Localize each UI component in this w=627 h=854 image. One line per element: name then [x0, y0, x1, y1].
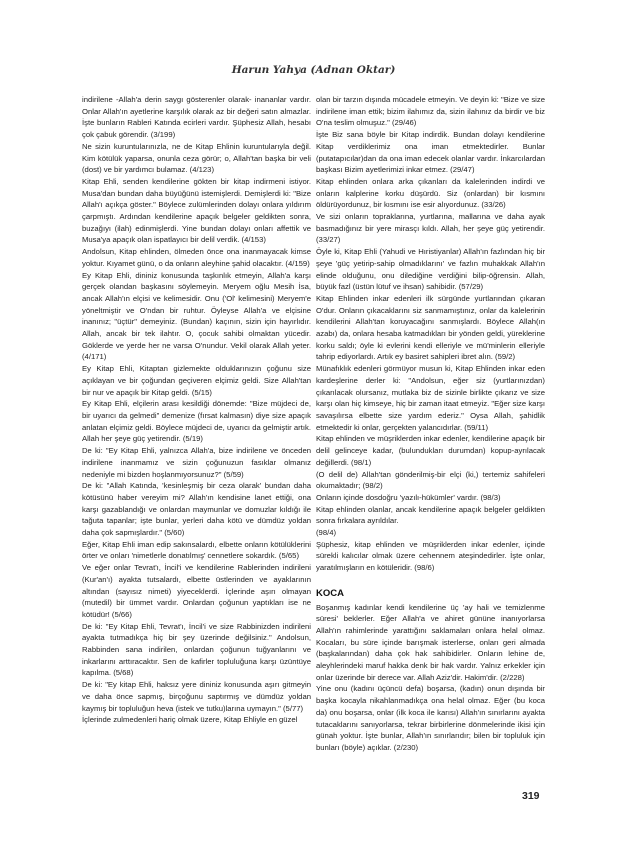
paragraph: Ey Kitap Ehli, dininiz konusunda taşkınlık etmeyin, Allah'a karşı gerçek olandan başkasını söylemeyin. Meryem oğlu Mesih İsa, ancak Allah'ın elçisi ve kelimesidir. Onu ('Ol' kelimesini) Meryem'e yöneltmiştir ve O'ndan bir ruhtur. Öyleyse Allah'a ve elçisine inanınız; "üçtür" demeyiniz. (Bundan) kaçının, sizin için hayırlıdır. Allah, ancak bir tek ilahtır. O, çocuk sahibi olmaktan yücedir. Göklerde ve yerde her ne varsa O'nundur. Vekil olarak Allah yeter. (4/171) [82, 270, 311, 362]
paragraph: İçlerinde zulmedenleri hariç olmak üzere, Kitap Ehliyle en güzel [82, 715, 298, 725]
paragraph: Kitap ehlinden olanlar, ancak kendilerine apaçık belgeler geldikten sonra fırkalara ayrıldılar. [316, 504, 545, 526]
paragraph: Yine onu (kadını üçüncü defa) boşarsa, (kadın) onun dışında bir başka kocayla nikahlanmadıkça ona helal olmaz. Eğer (bu koca da) onu boşarsa, onlar (ilk koca ile karısı) Allah'ın sınırlarını ayakta tutacaklarını sanıyorlarsa, tekrar birbirlerine dönmelerinde ikisi için günah yoktur. İşte bunlar, Allah'ın sınırlarıdır; bilen bir topluluk için bunları (böyle) açıklar. (2/230) [316, 684, 545, 752]
paragraph: Kitap ehlinden onlara arka çıkanları da kalelerinden indirdi ve onların kalplerine korku düşürdü. Siz (onlardan) bir kısmını öldürüyordunuz, bir kısmını ise esir alıyordunuz. (33/26) [316, 176, 545, 210]
paragraph: Andolsun, Kitap ehlinden, ölmeden önce ona inanmayacak kimse yoktur. Kıyamet günü, o da onların aleyhine şahid olacaktır. (4/159) [82, 247, 311, 268]
left-column [82, 94, 311, 726]
paragraph: Münafıklık edenleri görmüyor musun ki, Kitap Ehlinden inkar eden kardeşlerine derler ki: "Andolsun, eğer siz (yurtlarınızdan) çıkarılacak olursanız, mutlaka biz de sizinle birlikte çıkarız ve size karşı olan hiç kimseye, hiç bir zaman itaat etmeyiz. "Eğer size karşı savaşılırsa elbette size yardım ederiz." Oysa Allah, şahidlik etmektedir ki onlar, gerçekten yalancıdırlar. (59/11) [316, 364, 545, 432]
paragraph: Ve eğer onlar Tevrat'ı, İncil'i ve kendilerine Rablerinden indirileni (Kur'an'ı) ayakta tutsalardı, elbette üstlerinden ve ayaklarının altından (sayısız nimeti) yiyeceklerdi. İçlerinde aşırı olmayan (mutedil) bir ümmet vardır. Onlardan çoğunun yaptıkları ise ne kötüdür! (5/66) [82, 563, 311, 619]
paragraph: Ey Kitap Ehli, Kitaptan gizlemekte olduklarınızın çoğunu size açıklayan ve bir çoğundan geçiveren elçimiz geldi. Size Allah'tan bir nur ve apaçık bir Kitap geldi. (5/15) [82, 364, 311, 397]
paragraph: Kitap Ehli, senden kendilerine gökten bir kitap indirmeni istiyor. Musa'dan bundan daha büyüğünü istemişlerdi. Demişlerdi ki: "Bize Allah'ı açıkça göster." Böylece zulümlerinden dolayı onlara yıldırım çarpmıştı. Ardından kendilerine apaçık belgeler geldikten sonra, buzağıyı (ilah) edinmişlerdi. Yine bundan dolayı onları affettik ve Musa'ya apaçık olan ispatlayıcı bir delil verdik. (4/153) [82, 176, 311, 245]
paragraph: Ne sizin kuruntularınızla, ne de Kitap Ehlinin kuruntularıyla değil. Kim kötülük yaparsa, onunla ceza görür; o, Allah'tan başka bir veli (dost) ve bir yardımcı bulamaz. (4/123) [82, 141, 311, 175]
paragraph: Kitap Ehlinden inkar edenleri ilk sürgünde yurtlarından çıkaran O'dur. Onların çıkacaklarını siz sanmamıştınız, onlar da kalelerinin kendilerini Allah'tan koruyacağını sanmışlardı. Böylece Allah(ın azabı) da, onlara hesaba katmadıkları bir yönden geldi, yüreklerine korku saldı; öyle ki evlerini kendi elleriyle ve mü'minlerin elleriyle tahrip ediyorlardı. Artık ey basiret sahipleri ibret alın. (59/2) [316, 293, 545, 362]
paragraph: De ki: "Ey Kitap Ehli, yalnızca Allah'a, bize indirilene ve önceden indirilene inanmamız ve sizin çoğunuzun fasıklar olmanız nedeniyle mi bizden hoşlanmıyorsunuz?" (5/59) [82, 446, 311, 479]
paragraph: Kitap ehlinden ve müşriklerden inkar edenler, kendilerine apaçık bir delil gelinceye kadar, (bulundukları durumdan) kopup-ayrılacak değillerdi. (98/1) [316, 434, 545, 467]
right-column [316, 94, 545, 754]
paragraph: Boşanmış kadınlar kendi kendilerine üç 'ay hali ve temizlenme süresi' beklerler. Eğer Allah'a ve ahiret gününe inanıyorlarsa Allah'ın rahimlerinde yarattığını saklamaları onlara helal olmaz. Kocaları, bu süre içinde barışmak isterlerse, onları geri almada (başkalarından) daha çok hak sahibidirler. Onların lehine de, aleyhlerindeki maruf hakka denk bir hak vardır. Yalnız erkekler için onlar üzerinde bir derece var. Allah Aziz'dir. Hakim'dir. (2/228) [316, 602, 545, 682]
paragraph: Şüphesiz, kitap ehlinden ve müşriklerden inkar edenler, içinde sürekli kalıcılar olmak üzere cehennem ateşindedirler. İşte onlar, yaratılmışların en kötüleridir. (98/6) [316, 539, 545, 573]
paragraph: Eğer, Kitap Ehli iman edip sakınsalardı, elbette onların kötülüklerini örter ve onları 'nimetlerle donatılmış' cennetlere sokardık. (5/65) [82, 539, 311, 561]
running-header: Harun Yahya (Adnan Oktar) [231, 64, 396, 76]
paragraph: olan bir tarzın dışında mücadele etmeyin. Ve deyin ki: "Bize ve size indirilene iman ettik; bizim ilahımız da, sizin ilahınız da birdir ve biz O'na teslim olmuşuz." (29/46) [316, 95, 545, 128]
paragraph: De ki: "Allah Katında, 'kesinleşmiş bir ceza olarak' bundan daha kötüsünü haber vereyim mi? Allah'ın kendisine lanet ettiği, ona karşı gazablandığı ve onlardan maymunlar ve domuzlar kıldığı ile tağuta tapanlar; işte bunlar, yerleri daha kötü ve dümdüz yoldan daha çok sapmışlardır." (5/60) [82, 481, 311, 538]
paragraph: De ki: "Ey kitap Ehli, haksız yere dininiz konusunda aşırı gitmeyin ve daha önce sapmış, birçoğunu saptırmış ve dümdüz yoldan kaymış bir topluluğun heva (istek ve tutku)larına uymayın." (5/77) [82, 680, 311, 713]
section-heading-koca: KOCA [316, 587, 344, 599]
paragraph: De ki: "Ey Kitap Ehli, Tevrat'ı, İncil'i ve size Rabbinizden indirileni ayakta tutmadıkça hiç bir şey üzerinde değilsiniz." Andolsun, Rabbinden sana indirilen, onlardan çoğunun tuğyanlarını ve inkarlarını arttıracaktır. Sen de kafirler topluluğuna karşı üzüntüye kapılma. (5/68) [82, 621, 311, 678]
paragraph: İşte Biz sana böyle bir Kitap indirdik. Bundan dolayı kendilerine Kitap verdiklerimiz ona iman etmektedirler. Bunlar (putatapıcılar)dan da ona iman edecek olanlar vardır. İnkarcılardan başkası Bizim ayetlerimizi inkar etmez. (29/47) [316, 130, 545, 175]
paragraph: Ve sizi onların topraklarına, yurtlarına, mallarına ve daha ayak basmadığınız bir yere mirasçı kıldı. Allah, her şeye güç yetirendir. (33/27) [316, 212, 545, 245]
paragraph: (O delil de) Allah'tan gönderilmiş-bir elçi (ki,) tertemiz sahifeleri okumaktadır; (98/2) [316, 469, 545, 491]
paragraph: (98/4) [316, 528, 337, 538]
paragraph: Öyle ki, Kitap Ehli (Yahudi ve Hıristiyanlar) Allah'ın fazlından hiç bir şeye 'güç yetirip-sahip olmadıklarını' ve fazlın muhakkak Allah'ın elinde olduğunu, onu dilediğine verdiğini bilip-öğrensin. Allah, büyük fazl (üstün lütuf ve ihsan) sahibidir. (57/29) [316, 247, 545, 292]
paragraph: indirilene -Allah'a derin saygı gösterenler olarak- inananlar vardır. Onlar Allah'ın ayetlerine karşılık olarak az bir değeri satın almazlar. İşte bunların Rableri Katında ecirleri vardır. Şüphesiz Allah, hesabı çok çabuk görendir. (3/199) [82, 95, 311, 140]
paragraph: Onların içinde dosdoğru 'yazılı-hükümler' vardır. (98/3) [316, 492, 501, 502]
page-number: 319 [522, 790, 540, 802]
paragraph: Ey Kitap Ehli, elçilerin arası kesildiği dönemde: "Bize müjdeci de, bir uyarıcı da gelmedi" demenize (fırsat kalmasın) diye size apaçık anlatan elçimiz geldi. Böylece müjdeci de, uyarıcı da gelmiştir artık. Allah her şeye güç yetirendir. (5/19) [82, 399, 311, 444]
